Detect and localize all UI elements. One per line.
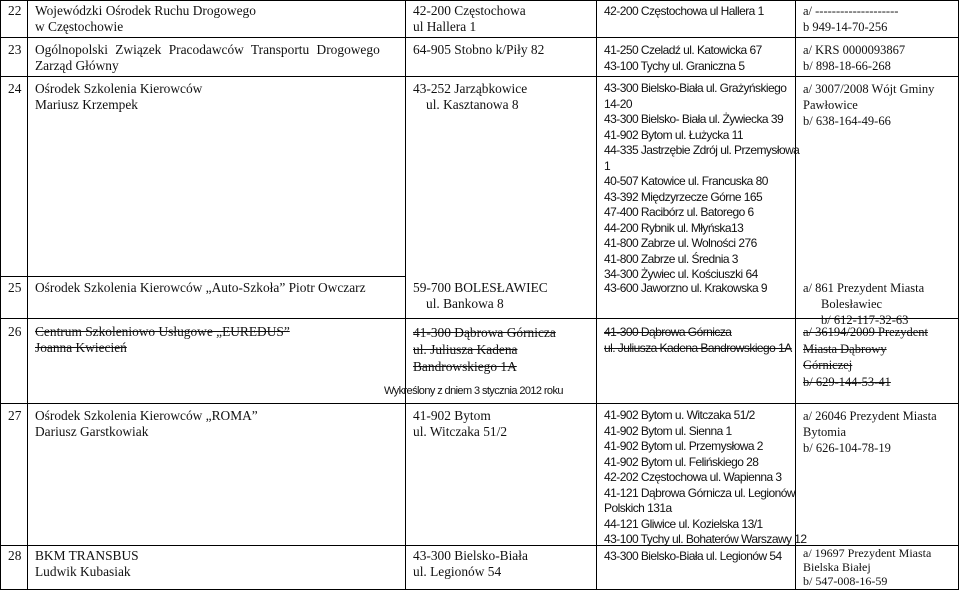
row-23-registry: a/ KRS 0000093867 b/ 898-18-66-268: [803, 43, 906, 73]
row-24-number: 24: [8, 81, 22, 96]
row-25-number: 25: [8, 280, 22, 295]
row-22-registry: a/ -------------------- b 949-14-70-256: [803, 4, 899, 34]
row-25-name: Ośrodek Szkolenia Kierowców „Auto-Szkoła” Piotr Owczarz: [35, 280, 366, 295]
col-divider: [0, 0, 1, 590]
row-28-address: 43-300 Bielsko-Biała ul. Legionów 54: [413, 548, 528, 579]
row-26-number: 26: [8, 324, 22, 339]
row-divider-partial: [0, 276, 405, 277]
row-26-locations: 41-300 Dąbrowa Górnicza ul. Juliusza Kadena Bandrowskiego 1A: [604, 325, 792, 356]
row-26-address: 41-300 Dąbrowa Górnicza ul. Juliusza Kadena Bandrowskiego 1A: [413, 325, 556, 374]
removal-note: Wykreślony z dniem 3 stycznia 2012 roku: [384, 385, 563, 397]
row-24-name: Ośrodek Szkolenia Kierowców Mariusz Krzempek: [35, 81, 203, 112]
row-22-locations: 42-200 Częstochowa ul Hallera 1: [604, 4, 764, 18]
row-22-address: 42-200 Częstochowa ul Hallera 1: [413, 3, 526, 34]
row-23-name: Ogólnopolski Związek Pracodawców Transportu Drogowego Zarząd Główny: [35, 42, 380, 73]
row-23-number: 23: [8, 42, 22, 57]
row-26-name: Centrum Szkoleniowo Usługowe „EUREDUS” Joanna Kwiecień: [35, 324, 290, 355]
row-27-number: 27: [8, 408, 22, 423]
row-23-address: 64-905 Stobno k/Piły 82: [413, 42, 545, 57]
row-27-locations: 41-902 Bytom u. Witczaka 51/2 41-902 Bytom ul. Sienna 1 41-902 Bytom ul. Przemysłowa 2 41-902 Bytom ul. Felińskiego 28 42-202 Częstochowa ul. Wapienna 3 41-121 Dąbrowa Górnicza ul. Legionów Polskich 131a 44-121 Gliwice ul. Kozielska 13/1 43-100 Tychy ul. Bohaterów Warszawy 12: [604, 408, 807, 546]
col-divider: [596, 0, 597, 590]
row-divider: [0, 0, 959, 1]
col-divider: [27, 0, 28, 590]
row-25-address: 59-700 BOLESŁAWIEC ul. Bankowa 8: [413, 280, 548, 311]
row-divider: [0, 403, 959, 404]
row-28-registry: a/ 19697 Prezydent Miasta Bielska Białej b/ 547-008-16-59: [803, 546, 932, 588]
row-divider: [0, 37, 959, 38]
row-divider: [0, 76, 959, 77]
row-24-locations: 43-300 Bielsko-Biała ul. Grażyńskiego 14-20 43-300 Bielsko- Biała ul. Żywiecka 39 41-902 Bytom ul. Łużycka 11 44-335 Jastrzębie Zdrój ul. Przemysłowa 1 40-507 Katowice ul. Francuska 80 43-392 Międzyrzecze Górne 165 47-400 Racibórz ul. Batorego 6 44-200 Rybnik ul. Młyńska13 41-800 Zabrze ul. Wolności 276 41-800 Zabrze ul. Średnia 3 34-300 Żywiec ul. Kościuszki 64: [604, 81, 800, 281]
row-26-registry: a/ 36194/2009 Prezydent Miasta Dąbrowy Górniczej b/ 629-144-53-41: [803, 325, 928, 389]
row-27-name: Ośrodek Szkolenia Kierowców „ROMA” Dariusz Garstkowiak: [35, 408, 258, 439]
row-27-address: 41-902 Bytom ul. Witczaka 51/2: [413, 408, 508, 439]
row-25-registry: a/ 861 Prezydent Miasta Bolesławiec b/ 612-117-32-63: [803, 281, 925, 327]
row-27-registry: a/ 26046 Prezydent Miasta Bytomia b/ 626-104-78-19: [803, 409, 937, 455]
row-24-registry: a/ 3007/2008 Wójt Gminy Pawłowice b/ 638-164-49-66: [803, 82, 935, 128]
row-22-number: 22: [8, 3, 22, 18]
row-24-address: 43-252 Jarząbkowice ul. Kasztanowa 8: [413, 81, 528, 112]
row-22-name: Wojewódzki Ośrodek Ruchu Drogowego w Częstochowie: [35, 3, 256, 34]
row-25-locations: 43-600 Jaworzno ul. Krakowska 9: [604, 281, 768, 295]
row-28-number: 28: [8, 548, 22, 563]
row-28-name: BKM TRANSBUS Ludwik Kubasiak: [35, 548, 139, 579]
row-23-locations: 41-250 Czeladź ul. Katowicka 67 43-100 Tychy ul. Graniczna 5: [604, 43, 762, 74]
col-divider: [405, 0, 406, 590]
row-28-locations: 43-300 Bielsko-Biała ul. Legionów 54: [604, 549, 782, 563]
